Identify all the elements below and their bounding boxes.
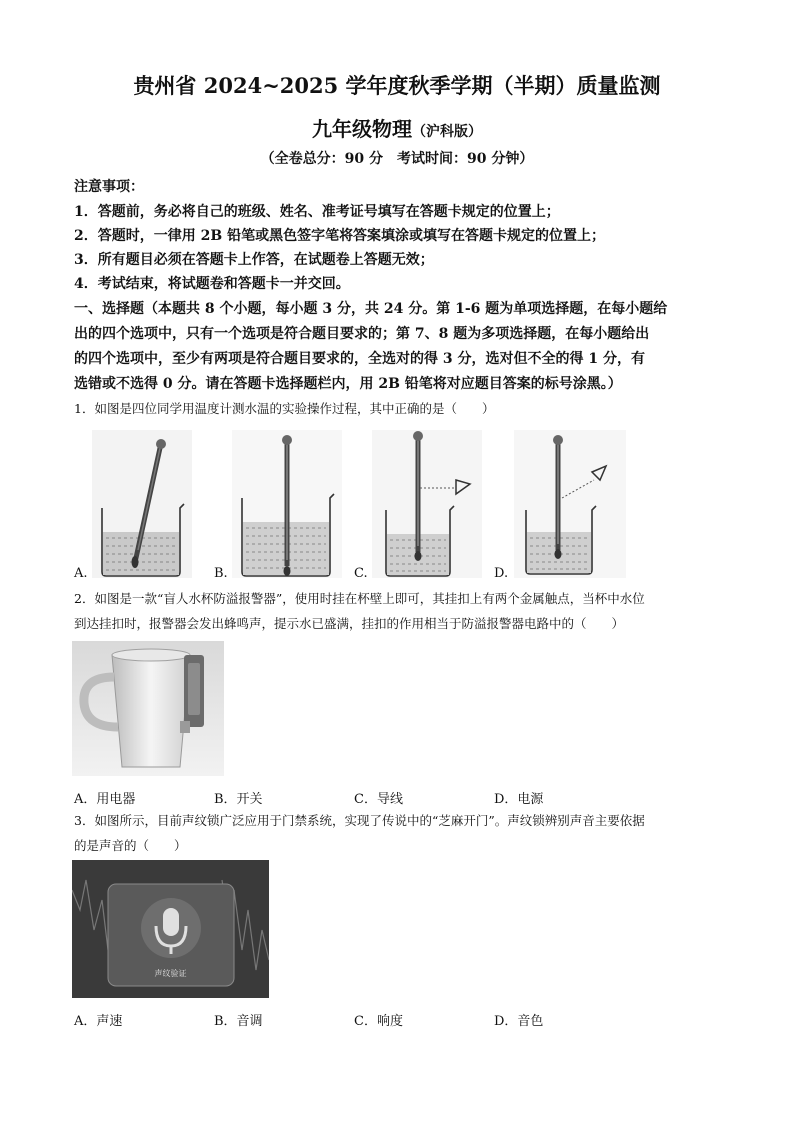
- q2-cup-photo: [72, 641, 224, 776]
- q2-stem-line: 2．如图是一款“盲人水杯防溢报警器”，使用时挂在杯壁上即可，其挂扣上有两个金属触点，当杯中水位: [74, 591, 645, 606]
- q1-option-d[interactable]: D.: [494, 566, 509, 581]
- notes-item: 2．答题时，一律用 2B 铅笔或黑色签字笔将答案填涂或填写在答题卡规定的位置上；: [74, 228, 606, 244]
- q3-stem-line: 的是声音的（ ）: [74, 838, 187, 853]
- exam-info: （全卷总分：90 分 考试时间：90 分钟）: [260, 151, 534, 167]
- notes-heading: 注意事项：: [74, 179, 144, 195]
- voiceprint-screen-label: 声纹验证: [154, 969, 187, 978]
- q2-option-b[interactable]: B．开关: [214, 792, 263, 807]
- q1-figure-c: [372, 430, 482, 578]
- page-title: 贵州省 2024~2025 学年度秋季学期（半期）质量监测: [133, 73, 661, 98]
- q2-option-c[interactable]: C．导线: [354, 792, 403, 807]
- notes-item: 1．答题前，务必将自己的班级、姓名、准考证号填写在答题卡规定的位置上；: [74, 204, 560, 220]
- section1-line: 出的四个选项中，只有一个选项是符合题目要求的；第 7、8 题为多项选择题，在每小题给出: [74, 326, 650, 342]
- q2-option-d[interactable]: D．电源: [494, 792, 544, 807]
- q2-option-a[interactable]: A．用电器: [74, 792, 136, 807]
- q3-voiceprint-photo: [72, 860, 269, 998]
- q1-figure-d: [514, 430, 626, 578]
- q3-stem-line: 3．如图所示，目前声纹锁广泛应用于门禁系统，实现了传说中的“芝麻开门”。声纹锁辨别声音主要依据: [74, 813, 645, 828]
- notes-item: 3．所有题目必须在答题卡上作答，在试题卷上答题无效；: [74, 252, 434, 268]
- q1-option-a[interactable]: A.: [74, 566, 88, 581]
- notes-item: 4．考试结束，将试题卷和答题卡一并交回。: [74, 276, 350, 292]
- q2-stem-line: 到达挂扣时，报警器会发出蜂鸣声，提示水已盛满，挂扣的作用相当于防溢报警器电路中的（ ）: [74, 616, 625, 631]
- q1-figure-a: [92, 430, 192, 578]
- section1-line: 一、选择题（本题共 8 个小题，每小题 3 分，共 24 分。第 1-6 题为单项选择题，在每小题给: [74, 301, 668, 317]
- q3-option-c[interactable]: C．响度: [354, 1014, 403, 1029]
- q3-option-a[interactable]: A．声速: [74, 1014, 123, 1029]
- subject-name: 九年级物理: [312, 117, 412, 141]
- section1-line: 选错或不选得 0 分。请在答题卡选择题栏内，用 2B 铅笔将对应题目答案的标号涂黑。）: [74, 376, 622, 392]
- edition-label: （沪科版）: [412, 124, 482, 140]
- subject-title: [0, 113, 794, 142]
- q1-figure-b: [232, 430, 342, 578]
- q3-option-b[interactable]: B．音调: [214, 1014, 263, 1029]
- q1-option-b[interactable]: B.: [214, 566, 228, 581]
- section1-line: 的四个选项中，至少有两项是符合题目要求的，全选对的得 3 分，选对但不全的得 1 分，有: [74, 351, 645, 367]
- q3-option-d[interactable]: D．音色: [494, 1014, 544, 1029]
- q1-option-c[interactable]: C.: [354, 566, 368, 581]
- q1-stem: 1．如图是四位同学用温度计测水温的实验操作过程，其中正确的是（ ）: [74, 401, 495, 416]
